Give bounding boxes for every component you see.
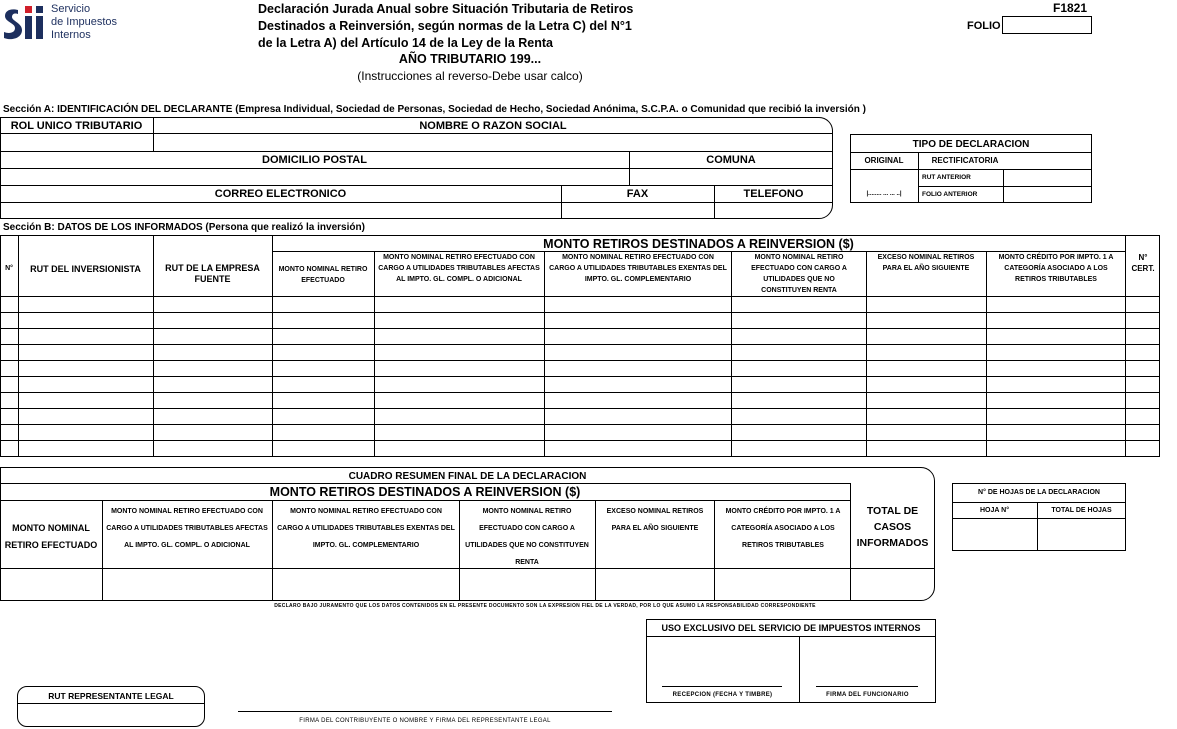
total-hojas-label: TOTAL DE HOJAS — [1051, 507, 1112, 514]
summary-group-header: MONTO RETIROS DESTINADOS A REINVERSION ($) — [269, 485, 581, 499]
summary-col-afectas: MONTO NOMINAL RETIRO EFECTUADO CON CARGO A UTILIDADES TRIBUTABLES AFECTAS AL IMPTO. GL. COMPL. O ADICIONAL — [106, 508, 268, 549]
rut-label: ROL UNICO TRIBUTARIO — [10, 120, 143, 132]
nombre-input[interactable] — [154, 134, 832, 150]
folio-input[interactable] — [1002, 16, 1092, 34]
col-no-renta-header: MONTO NOMINAL RETIRO EFECTUADO CON CARGO A UTILIDADES QUE NO CONSTITUYEN RENTA — [751, 254, 847, 294]
instructions-note: (Instrucciones al reverso-Debe usar calco) — [357, 69, 583, 83]
original-label: ORIGINAL — [864, 156, 904, 165]
summary-col-efectuado: MONTO NOMINAL RETIRO EFECTUADO — [4, 523, 98, 550]
summary-col-credito: MONTO CRÉDITO POR IMPTO. 1 A CATEGORÍA ASOCIADO A LOS RETIROS TRIBUTABLES — [725, 508, 841, 549]
rut-representante-label: RUT REPRESENTANTE LEGAL — [48, 691, 174, 701]
col-exceso-header: EXCESO NOMINAL RETIROS PARA EL AÑO SIGUIENTE — [877, 254, 975, 272]
sii-logo — [2, 2, 50, 42]
fax-label: FAX — [626, 188, 649, 200]
form-code: F1821 — [1053, 1, 1088, 15]
folio-anterior-input[interactable] — [1004, 187, 1091, 202]
section-b-group-header: MONTO RETIROS DESTINADOS A REINVERSION ($) — [543, 237, 854, 251]
folio-anterior-label: FOLIO ANTERIOR — [922, 191, 978, 198]
section-a-title: Sección A: IDENTIFICACIÓN DEL DECLARANTE (Empresa Individual, Sociedad de Personas, Sociedad de Hecho, Sociedad Anónima, S.C.P.A. o Comunidad que recibió la inversión ) — [3, 104, 866, 115]
ano-tributario: AÑO TRIBUTARIO 199... — [398, 52, 542, 66]
rut-anterior-input[interactable] — [1004, 170, 1091, 185]
form-title-3: de la Letra A) del Artículo 14 de la Ley de la Renta — [258, 36, 553, 50]
telefono-label: TELEFONO — [743, 188, 804, 200]
logo-line-1: Servicio — [51, 3, 91, 15]
original-dotted-box: |........ ... ... ..| — [866, 191, 902, 197]
summary-col-exentas: MONTO NOMINAL RETIRO EFECTUADO CON CARGO A UTILIDADES TRIBUTABLES EXENTAS DEL IMPTO. GL. COMPLEMENTARIO — [277, 508, 455, 549]
col-rut-inversionista-header: RUT DEL INVERSIONISTA — [30, 264, 141, 274]
comuna-input[interactable] — [630, 169, 832, 184]
nombre-label: NOMBRE O RAZON SOCIAL — [419, 120, 567, 132]
correo-label: CORREO ELECTRONICO — [214, 188, 347, 200]
col-credito-header: MONTO CRÉDITO POR IMPTO. 1 A CATEGORÍA ASOCIADO A LOS RETIROS TRIBUTABLES — [998, 254, 1114, 283]
rut-anterior-label: RUT ANTERIOR — [922, 174, 971, 181]
domicilio-label: DOMICILIO POSTAL — [262, 154, 367, 166]
hoja-num-label: HOJA N° — [980, 507, 1009, 514]
logo-line-2: de Impuestos — [51, 16, 118, 28]
fax-input[interactable] — [562, 203, 713, 218]
comuna-label: COMUNA — [706, 154, 756, 166]
firma-funcionario-label: FIRMA DEL FUNCIONARIO — [826, 692, 909, 698]
summary-col-exceso: EXCESO NOMINAL RETIROS PARA EL AÑO SIGUIENTE — [606, 508, 704, 532]
col-afectas-header: MONTO NOMINAL RETIRO EFECTUADO CON CARGO A UTILIDADES TRIBUTABLES AFECTAS AL IMPTO. GL. COMPL. O ADICIONAL — [378, 254, 540, 283]
hojas-title: N° DE HOJAS DE LA DECLARACION — [978, 489, 1100, 496]
uso-exclusivo-title: USO EXCLUSIVO DEL SERVICIO DE IMPUESTOS INTERNOS — [661, 623, 921, 633]
rut-representante-input[interactable] — [22, 705, 200, 724]
col-rut-empresa-header: RUT DE LA EMPRESA FUENTE — [165, 263, 260, 284]
total-hojas-input[interactable] — [1038, 519, 1125, 550]
telefono-input[interactable] — [715, 203, 825, 218]
col-monto-efectuado-header: MONTO NOMINAL RETIRO EFECTUADO — [278, 266, 368, 284]
rectificatoria-label: RECTIFICATORIA — [931, 156, 999, 165]
summary-total-casos: TOTAL DE CASOS INFORMADOS — [856, 505, 929, 549]
summary-title: CUADRO RESUMEN FINAL DE LA DECLARACION — [348, 471, 587, 482]
recepcion-label: RECEPCION (FECHA Y TIMBRE) — [672, 692, 773, 698]
col-cert-header: N° CERT. — [1131, 253, 1155, 273]
logo-line-3: Internos — [51, 29, 91, 41]
hoja-num-input[interactable] — [953, 519, 1036, 550]
folio-label: FOLIO — [967, 20, 1001, 32]
domicilio-input[interactable] — [1, 169, 628, 184]
col-exentas-header: MONTO NOMINAL RETIRO EFECTUADO CON CARGO A UTILIDADES TRIBUTABLES EXENTAS DEL IMPTO. GL. COMPLEMENTARIO — [549, 254, 727, 283]
declaration-statement: DECLARO BAJO JURAMENTO QUE LOS DATOS CONTENIDOS EN EL PRESENTE DOCUMENTO SON LA EXPRESION FIEL DE LA VERDAD, POR LO QUE ASUMO LA RESPONSABILIDAD CORRESPONDIENTE — [274, 603, 816, 609]
col-num-header: N° — [5, 265, 13, 272]
tipo-title: TIPO DE DECLARACION — [912, 139, 1030, 150]
correo-input[interactable] — [1, 203, 560, 218]
form-title-1: Declaración Jurada Anual sobre Situación Tributaria de Retiros — [258, 2, 634, 16]
section-b-title: Sección B: DATOS DE LOS INFORMADOS (Persona que realizó la inversión) — [3, 222, 365, 233]
form-title-2: Destinados a Reinversión, según normas de la Letra C) del N°1 — [258, 19, 632, 33]
firma-contribuyente-label: FIRMA DEL CONTRIBUYENTE O NOMBRE Y FIRMA DEL REPRESENTANTE LEGAL — [299, 718, 551, 724]
summary-col-no-renta: MONTO NOMINAL RETIRO EFECTUADO CON CARGO A UTILIDADES QUE NO CONSTITUYEN RENTA — [465, 508, 589, 566]
rut-input[interactable] — [1, 134, 152, 150]
